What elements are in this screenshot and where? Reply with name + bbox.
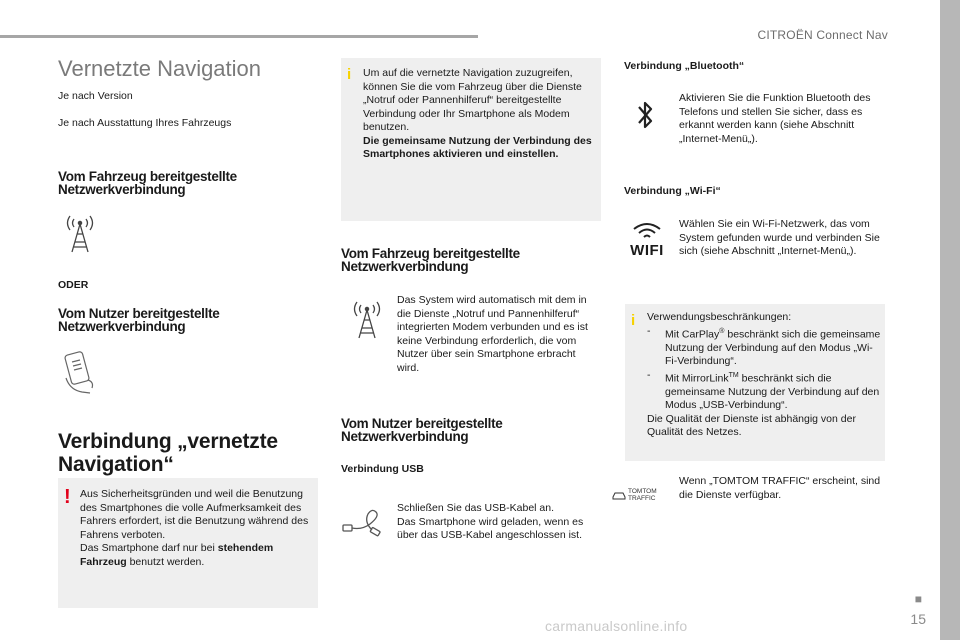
warning-box [58,478,318,608]
page-number: 15 [910,611,926,627]
usb-text: Schließen Sie das USB-Kabel an. Das Smartphone wird geladen, wenn es über das USB-Kabel angeschlossen ist. [397,502,584,541]
section-title-user-2: Vom Nutzer bereitgestellte Netzwerkverbindung [341,416,503,444]
warning-icon: ! [64,486,71,508]
usb-label: Verbindung USB [341,463,424,475]
info-icon: i [631,312,636,329]
page-edge-bar [940,0,960,640]
version-note: Je nach Version [58,90,133,102]
restrictions-text: Verwendungsbeschränkungen: - Mit CarPlay® beschränkt sich die gemeinsame Nutzung der Verbindung auf den Modus „Wi-Fi-Verbindung“. - Mit MirrorLink™ beschränkt sich die gemeinsame Nutzung der Verbindung auf den Modus „USB-Verbindung“. Die Qualität der Dienste ist abhängig von der Qualität des Netzes. [647,311,881,438]
usb-cable-icon [342,508,386,543]
header-rule [0,35,478,38]
bluetooth-text: Aktivieren Sie die Funktion Bluetooth des Telefons und stellen Sie sicher, dass es erkannt werden kann (siehe Abschnitt „Internet-Menü„). [679,92,871,145]
wifi-icon [625,222,669,258]
info-text: Um auf die vernetzte Navigation zuzugreifen, können Sie die vom Fahrzeug über die Dienste „Notruf oder Pannenhilferuf“ bereitgestellte Verbindung oder Ihr Smartphone als Modem benutzen. Die gemeinsame Nutzung der Verbindung des Smartphones aktivieren und einstellen. [363,67,592,160]
section-title-vehicle: Vom Fahrzeug bereitgestellte Netzwerkverbindung [58,169,237,197]
page-marker: ■ [914,592,922,606]
bluetooth-icon [634,98,656,137]
bluetooth-label: Verbindung „Bluetooth“ [624,60,745,72]
smartphone-hand-icon [60,350,100,401]
info-box-restrictions [625,304,885,461]
vehicle-connection-text: Das System wird automatisch mit dem in die Dienste „Notruf und Pannenhilferuf“ integrierten Modem verbunden und es ist keine Verbindung erforderlich, die vom Nutzer über sein Smartphone erbracht wird. [397,294,588,374]
brand-label: CITROËN Connect Nav [757,28,888,42]
restriction-item: - Mit CarPlay® beschränkt sich die gemeinsame Nutzung der Verbindung auf den Modus „Wi-Fi-Verbindung“. [647,324,881,367]
equipment-note: Je nach Ausstattung Ihres Fahrzeugs [58,117,232,129]
section-title-user: Vom Nutzer bereitgestellte Netzwerkverbindung [58,306,220,334]
info-icon: i [347,66,352,83]
wifi-icon-text: WIFI [630,242,664,259]
info-box-intro [341,58,601,221]
tomtom-text: Wenn „TOMTOM TRAFFIC“ erscheint, sind die Dienste verfügbar. [679,475,881,501]
tomtom-traffic-icon: TOMTOM TRAFFIC [612,488,657,502]
wifi-text: Wählen Sie ein Wi-Fi-Netzwerk, das vom System gefunden wurde und verbinden Sie sich (siehe Abschnitt „Internet-Menü„). [679,218,880,257]
or-label: ODER [58,279,89,291]
section-heading-connection: Verbindung „vernetzte Navigation“ [58,430,278,476]
wifi-label: Verbindung „Wi-Fi“ [624,185,721,197]
restriction-item: - Mit MirrorLink™ beschränkt sich die gemeinsame Nutzung der Verbindung auf den Modus „USB-Verbindung“. [647,368,880,411]
antenna-icon [349,300,385,345]
antenna-icon [62,214,98,259]
watermark: carmanualsonline.info [545,618,688,634]
section-title-vehicle-2: Vom Fahrzeug bereitgestellte Netzwerkverbindung [341,246,520,274]
page-title: Vernetzte Navigation [58,56,262,81]
warning-text: Aus Sicherheitsgründen und weil die Benutzung des Smartphones die volle Aufmerksamkeit des Fahrers erfordert, ist die Benutzung während des Fahrens verboten. Das Smartphone darf nur bei stehendem Fahrzeug benutzt werden. [80,488,309,568]
